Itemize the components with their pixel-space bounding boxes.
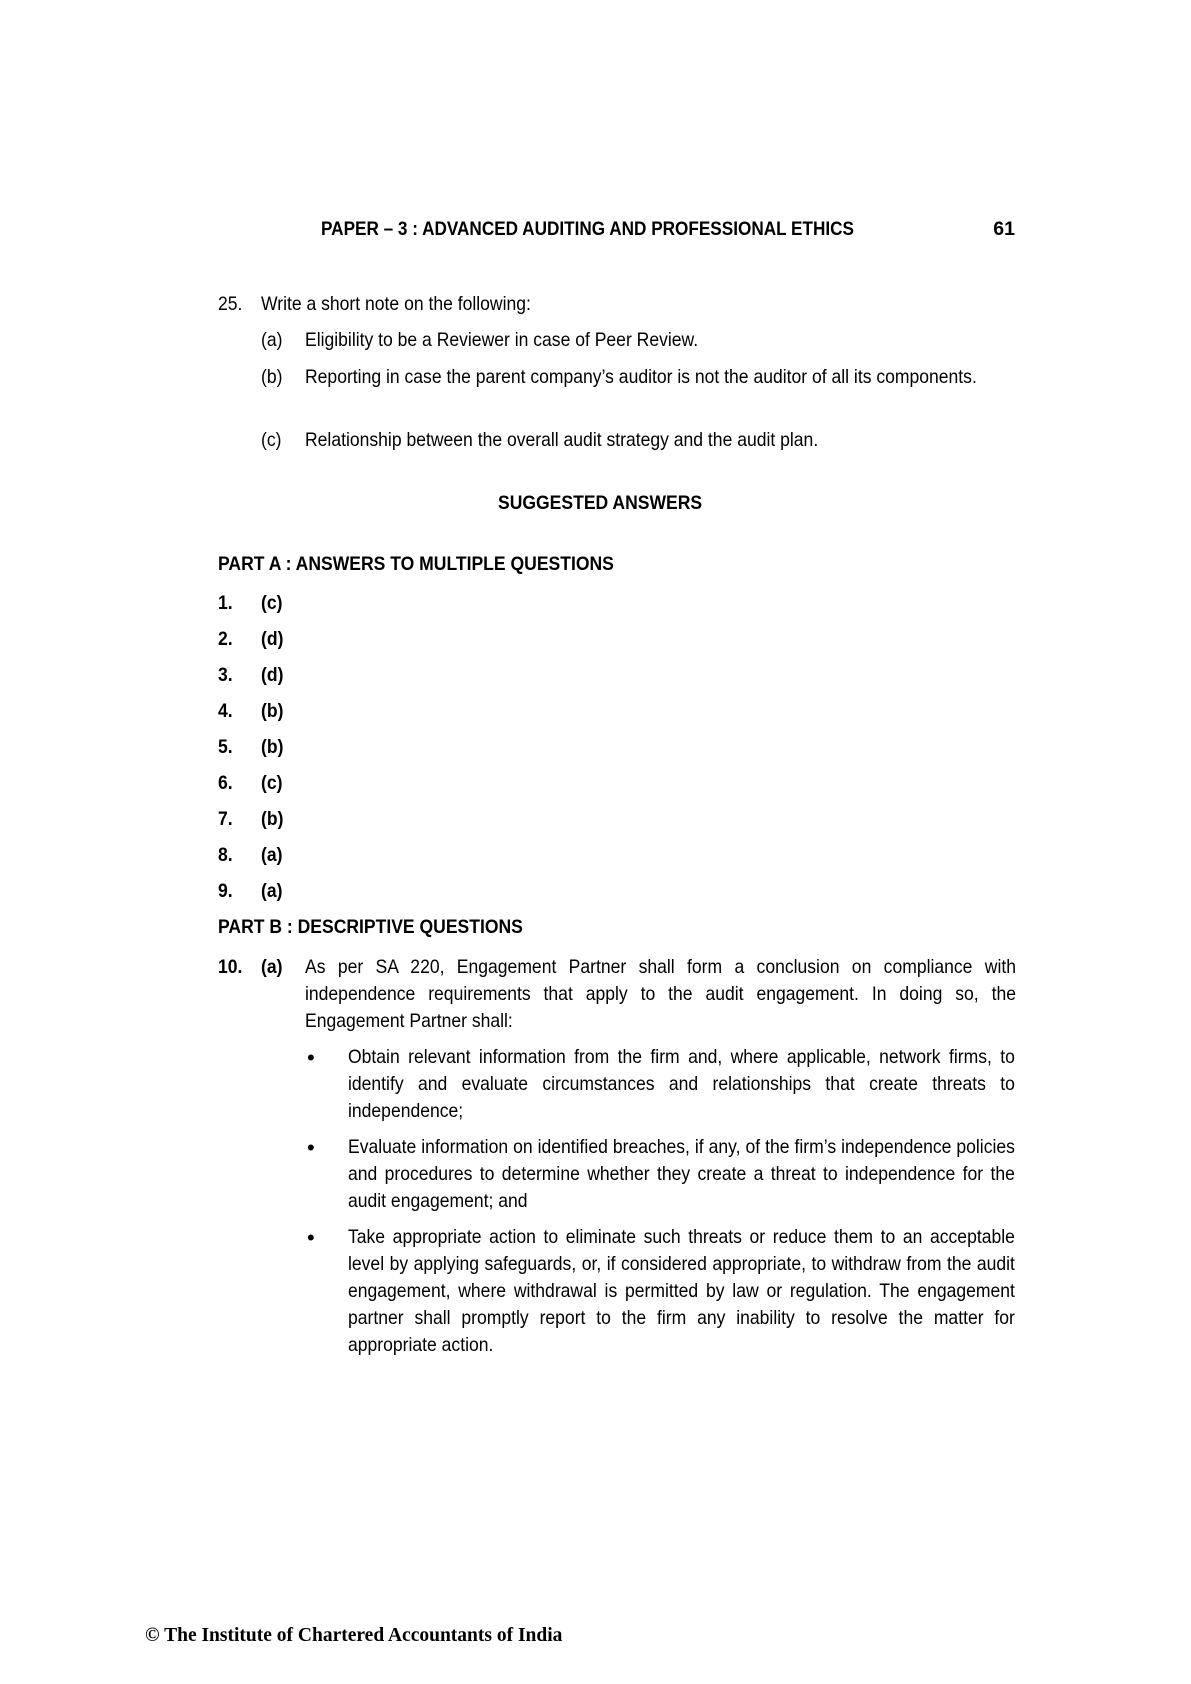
copyright-footer: © The Institute of Chartered Accountants of India — [145, 1625, 563, 1646]
answer-choice: (b) — [261, 700, 284, 722]
part-a-heading: PART A : ANSWERS TO MULTIPLE QUESTIONS — [218, 553, 614, 575]
answer-choice: (d) — [261, 628, 284, 650]
answer-choice: (c) — [261, 592, 283, 614]
sub-item-label: (a) — [261, 329, 283, 351]
answer-choice: (c) — [261, 772, 283, 794]
sub-item-text: Relationship between the overall audit strategy and the audit plan. — [305, 429, 819, 451]
bullet-text: Take appropriate action to eliminate such threats or reduce them to an acceptable level by applying safeguards, or, if considered appropriate, to withdraw from the audit engagement, where withdrawal is permitted by law or regulation. The engagement partner shall promptly report to the firm any inability to resolve the matter for appropriate action. — [348, 1226, 1015, 1356]
bullet-text: Evaluate information on identified breaches, if any, of the firm’s independence policies and procedures to determine whether they create a threat to independence for the audit engagement; and — [348, 1136, 1015, 1212]
answer-number: 6. — [218, 772, 233, 794]
answer-intro: As per SA 220, Engagement Partner shall form a conclusion on compliance with independence requirements that apply to the audit engagement. In doing so, the Engagement Partner shall: — [305, 956, 1016, 1032]
answer-choice: (a) — [261, 880, 283, 902]
answer-number: 8. — [218, 844, 233, 866]
question-number: 10. — [218, 956, 243, 978]
bullet-icon: • — [307, 1135, 315, 1160]
part-b-heading: PART B : DESCRIPTIVE QUESTIONS — [218, 916, 523, 938]
answer-choice: (b) — [261, 736, 284, 758]
bullet-icon: • — [307, 1045, 315, 1070]
answer-number: 4. — [218, 700, 233, 722]
page-number: 61 — [993, 218, 1015, 240]
paper-title: PAPER – 3 : ADVANCED AUDITING AND PROFESSIONAL ETHICS — [321, 218, 854, 240]
answer-number: 5. — [218, 736, 233, 758]
sub-item-text: Eligibility to be a Reviewer in case of Peer Review. — [305, 329, 699, 351]
section-heading: SUGGESTED ANSWERS — [498, 492, 703, 514]
sub-item-label: (b) — [261, 366, 283, 388]
sub-item-label: (c) — [261, 429, 282, 451]
bullet-icon: • — [307, 1225, 315, 1250]
answer-choice: (d) — [261, 664, 284, 686]
answer-number: 3. — [218, 664, 233, 686]
sub-item-label: (a) — [261, 956, 283, 978]
answer-choice: (b) — [261, 808, 284, 830]
sub-item-text: Reporting in case the parent company’s auditor is not the auditor of all its components. — [305, 366, 977, 388]
answer-number: 7. — [218, 808, 233, 830]
bullet-text: Obtain relevant information from the firm and, where applicable, network firms, to identify and evaluate circumstances and relationships that create threats to independence; — [348, 1046, 1015, 1122]
question-text: Write a short note on the following: — [261, 293, 531, 315]
answer-number: 9. — [218, 880, 233, 902]
answer-number: 1. — [218, 592, 233, 614]
question-number: 25. — [218, 293, 243, 315]
answer-number: 2. — [218, 628, 233, 650]
answer-choice: (a) — [261, 844, 283, 866]
